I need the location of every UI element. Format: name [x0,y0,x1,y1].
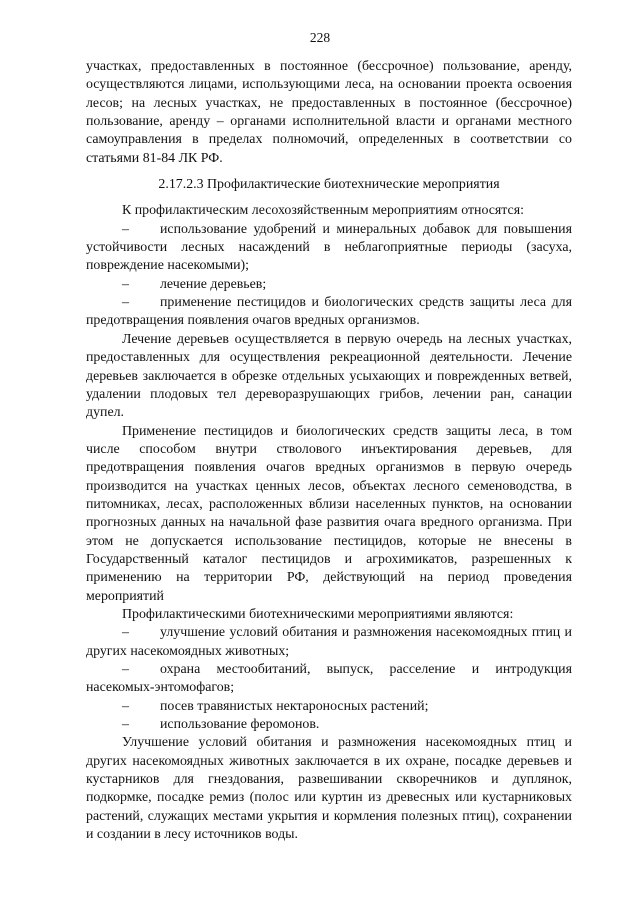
list-item [86,221,572,276]
list-item [86,276,572,294]
list-dash: – [122,221,129,237]
paragraph-intro-biotech: Профилактическими биотехническими мероприятиями являются: [122,606,514,622]
list-dash: – [122,295,129,311]
list-item-text: применение пестицидов и биологических средств защиты леса для предотвращения появления очагов вредных организмов. [86,295,572,329]
list-item [86,661,572,698]
list-dash: – [122,625,129,641]
document-body [86,58,572,844]
list-item-text: охрана местообитаний, выпуск, расселение и интродукция насекомых-энтомофагов; [86,662,572,696]
list-item-text: лечение деревьев; [160,276,267,292]
list-dash: – [122,717,129,733]
page-number: 228 [309,30,331,45]
list-item [86,716,572,734]
paragraph-tree-treatment: Лечение деревьев осуществляется в первую очередь на лесных участках, предоставленных для осуществления рекреационной деятельности. Лечение деревьев заключается в обрезке отдельных усыхающих и поврежденных ветвей, удалении плодовых тел дереворазрушающих грибов, лечении ран, санации дупел. [86,331,572,421]
paragraph-intro-lesokhoz: К профилактическим лесохозяйственным мероприятиям относятся: [122,203,524,219]
list-item [86,294,572,331]
paragraph-pesticides: Применение пестицидов и биологических средств защиты леса, в том числе способом внутри стволового инъектирования деревьев, для предотвращения появления очагов вредных организмов в первую очередь производится на участках ценных лесов, объектах лесного семеноводства, в питомниках, лесах, расположенных вблизи населенных пунктов, на основании прогнозных данных на начальной фазе развития очага вредного организма. При этом не допускается использование пестицидов, которые не внесены в Государственный каталог пестицидов и агрохимикатов, разрешенных к применению на территории РФ, действующий на период проведения мероприятий [86,423,572,604]
list-item-text: использование феромонов. [160,717,320,733]
section-heading: 2.17.2.3 Профилактические биотехнические мероприятия [158,177,500,193]
paragraph-continuation: участках, предоставленных в постоянное (бессрочное) пользование, аренду, осуществляются лицами, использующими леса, на основании проекта освоения лесов; на лесных участках, не предоставленных в постоянное (бессрочное) пользование, аренду – органами исполнительной власти и органами местного самоуправления в пределах полномочий, определенных в соответствии со статьями 81-84 ЛК РФ. [86,59,572,166]
list-dash: – [122,276,129,292]
list-dash: – [122,698,129,714]
list-item [86,624,572,661]
list-item-text: улучшение условий обитания и размножения насекомоядных птиц и других насекомоядных животных; [86,625,572,659]
list-item-text: посев травянистых нектароносных растений; [160,698,429,714]
list-item [86,698,572,716]
paragraph-birds: Улучшение условий обитания и размножения насекомоядных птиц и других насекомоядных животных заключается в их охране, посадке деревьев и кустарников для гнездования, развешивании скворечников и дуплянок, подкормке, посадке ремиз (полос или куртин из древесных или кустарниковых растений, служащих местами укрытия и кормления полезных птиц), сохранении и создании в лесу источников воды. [86,735,572,843]
list-dash: – [122,662,129,677]
list-item-text: использование удобрений и минеральных добавок для повышения устойчивости лесных насаждений в неблагоприятные периоды (засуха, повреждение насекомыми); [86,221,572,274]
